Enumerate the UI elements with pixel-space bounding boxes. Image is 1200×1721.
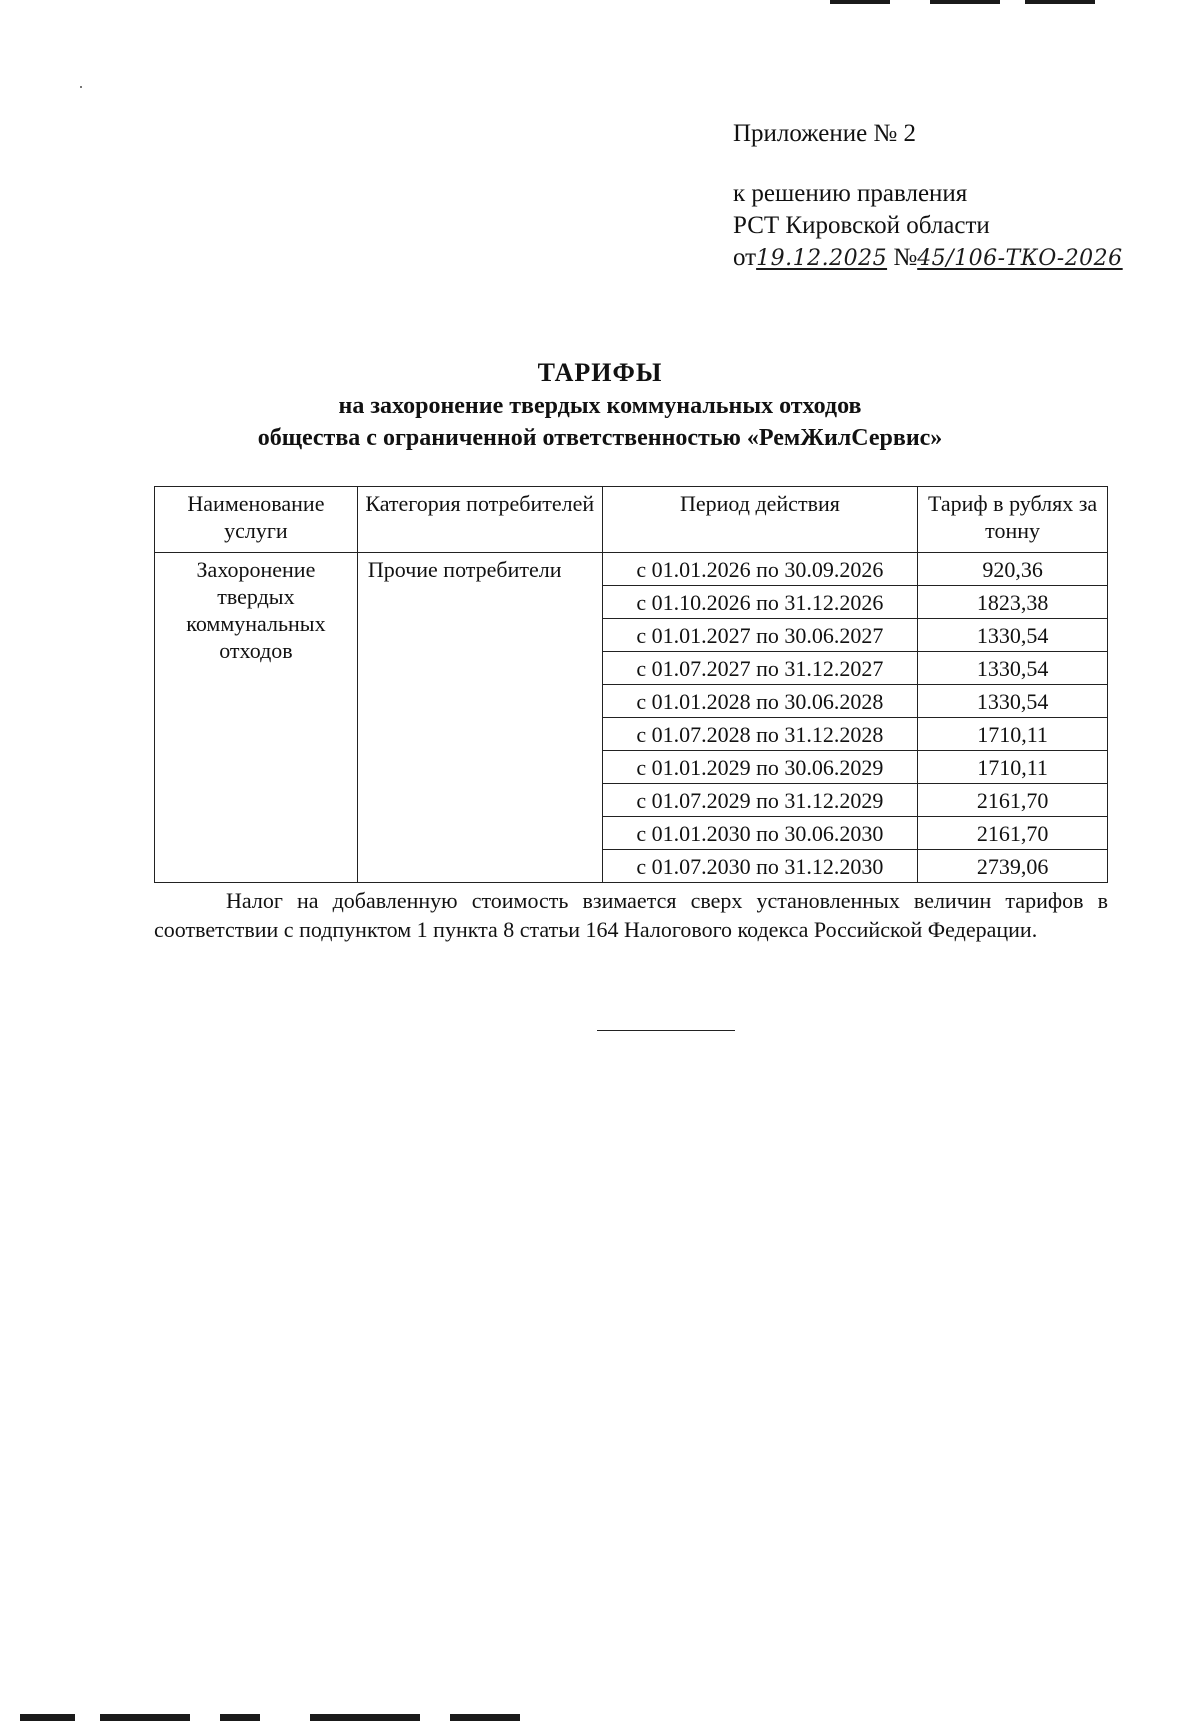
tariff-cell: 2161,70 [918, 817, 1108, 850]
annex-date-number-line [733, 242, 1123, 275]
period-cell: с 01.07.2029 по 31.12.2029 [602, 784, 918, 817]
date-prefix: от [733, 244, 757, 271]
scan-mark-top [800, 0, 1100, 6]
table-row [155, 553, 1108, 586]
header-period: Период действия [602, 487, 918, 553]
period-cell: с 01.01.2030 по 30.06.2030 [602, 817, 918, 850]
scan-speck [80, 86, 82, 88]
tariff-cell: 1330,54 [918, 652, 1108, 685]
heading-subtitle-2: общества с ограниченной ответственностью «РемЖилСервис» [257, 425, 943, 451]
handwritten-number: 45/106-ТКО-2026 [917, 246, 1123, 271]
header-category: Категория потребителей [357, 487, 602, 553]
scan-mark-bottom [20, 1712, 580, 1721]
annex-block [733, 118, 1123, 275]
header-service: Наименование услуги [155, 487, 358, 553]
period-cell: с 01.01.2027 по 30.06.2027 [602, 619, 918, 652]
tariff-cell: 1710,11 [918, 751, 1108, 784]
annex-decision-line: к решению правления [733, 180, 968, 207]
tariff-cell: 2161,70 [918, 784, 1108, 817]
tariff-cell: 920,36 [918, 553, 1108, 586]
document-heading [0, 356, 1200, 454]
vat-note: Налог на добавленную стоимость взимается сверх установленных величин тарифов в соответствии с подпунктом 1 пункта 8 статьи 164 Налогового кодекса Российской Федерации. [154, 888, 1108, 942]
handwritten-date: 19.12.2025 [756, 246, 888, 271]
period-cell: с 01.10.2026 по 31.12.2026 [602, 586, 918, 619]
period-cell: с 01.07.2028 по 31.12.2028 [602, 718, 918, 751]
period-cell: с 01.07.2027 по 31.12.2027 [602, 652, 918, 685]
number-prefix: № [893, 244, 918, 271]
period-cell: с 01.07.2030 по 31.12.2030 [602, 850, 918, 883]
period-cell: с 01.01.2028 по 30.06.2028 [602, 685, 918, 718]
table-header-row [155, 487, 1108, 553]
tariff-cell: 1710,11 [918, 718, 1108, 751]
tariff-cell: 1330,54 [918, 685, 1108, 718]
annex-title: Приложение № 2 [733, 120, 917, 147]
header-tariff: Тариф в рублях за тонну [918, 487, 1108, 553]
period-cell: с 01.01.2029 по 30.06.2029 [602, 751, 918, 784]
service-name-cell: Захоронение твердых коммунальных отходов [155, 553, 358, 883]
annex-authority-line: РСТ Кировской области [733, 212, 990, 239]
tariff-cell: 2739,06 [918, 850, 1108, 883]
tariff-cell: 1330,54 [918, 619, 1108, 652]
heading-subtitle-1: на захоронение твердых коммунальных отходов [338, 393, 862, 419]
period-cell: с 01.01.2026 по 30.09.2026 [602, 553, 918, 586]
tariff-table [154, 486, 1108, 883]
consumer-category-cell: Прочие потребители [357, 553, 602, 883]
end-of-document-rule [597, 1030, 735, 1031]
heading-title: ТАРИФЫ [537, 358, 663, 387]
tariff-cell: 1823,38 [918, 586, 1108, 619]
